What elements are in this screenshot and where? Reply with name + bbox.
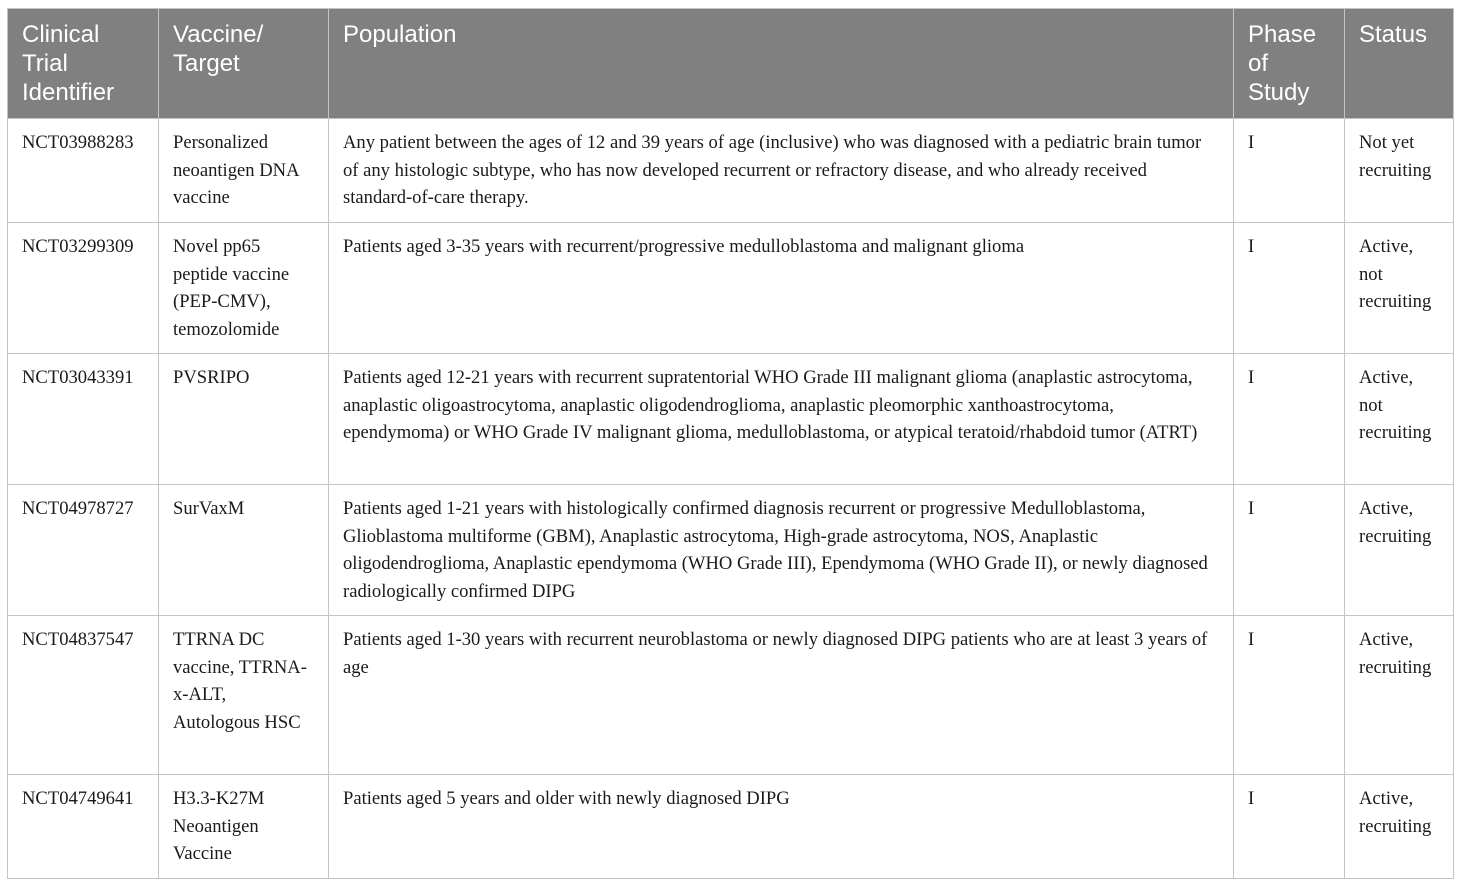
- cell-status: Active, not recruiting: [1345, 354, 1454, 485]
- header-status: Status: [1345, 9, 1454, 119]
- cell-population: Patients aged 1-30 years with recurrent neuroblastoma or newly diagnosed DIPG patients who are at least 3 years of age: [329, 616, 1234, 775]
- cell-vaccine: Novel pp65 peptide vaccine (PEP-CMV), temozolomide: [159, 223, 329, 354]
- cell-phase: I: [1234, 616, 1345, 775]
- table-row: [8, 354, 1454, 485]
- cell-identifier: NCT03988283: [8, 119, 159, 223]
- cell-phase: I: [1234, 223, 1345, 354]
- cell-vaccine: Personalized neoantigen DNA vaccine: [159, 119, 329, 223]
- cell-population: Patients aged 12-21 years with recurrent supratentorial WHO Grade III malignant glioma (anaplastic astrocytoma, anaplastic oligoastrocytoma, anaplastic oligodendroglioma, anaplastic pleomorphic xanthoastrocytoma, ependymoma) or WHO Grade IV malignant glioma, medulloblastoma, or atypical teratoid/rhabdoid tumor (ATRT): [329, 354, 1234, 485]
- cell-identifier: NCT04749641: [8, 775, 159, 879]
- cell-status: Active, recruiting: [1345, 616, 1454, 775]
- clinical-trials-table-container: [7, 8, 1454, 879]
- table-row: [8, 775, 1454, 879]
- cell-status: Active, recruiting: [1345, 485, 1454, 616]
- cell-identifier: NCT04837547: [8, 616, 159, 775]
- cell-population: Patients aged 5 years and older with newly diagnosed DIPG: [329, 775, 1234, 879]
- cell-status: Not yet recruiting: [1345, 119, 1454, 223]
- cell-status: Active, not recruiting: [1345, 223, 1454, 354]
- table-header: [8, 9, 1454, 119]
- cell-vaccine: SurVaxM: [159, 485, 329, 616]
- cell-vaccine: TTRNA DC vaccine, TTRNA-x-ALT, Autologous HSC: [159, 616, 329, 775]
- table-row: [8, 119, 1454, 223]
- cell-identifier: NCT03299309: [8, 223, 159, 354]
- cell-identifier: NCT04978727: [8, 485, 159, 616]
- header-row: [8, 9, 1454, 119]
- table-row: [8, 223, 1454, 354]
- cell-population: Any patient between the ages of 12 and 39 years of age (inclusive) who was diagnosed with a pediatric brain tumor of any histologic subtype, who has now developed recurrent or refractory disease, and who already received standard-of-care therapy.: [329, 119, 1234, 223]
- cell-population: Patients aged 3-35 years with recurrent/progressive medulloblastoma and malignant glioma: [329, 223, 1234, 354]
- cell-phase: I: [1234, 354, 1345, 485]
- cell-phase: I: [1234, 775, 1345, 879]
- clinical-trials-table: [7, 8, 1454, 879]
- cell-population: Patients aged 1-21 years with histologically confirmed diagnosis recurrent or progressive Medulloblastoma, Glioblastoma multiforme (GBM), Anaplastic astrocytoma, High-grade astrocytoma, NOS, Anaplastic oligodendroglioma, Anaplastic ependymoma (WHO Grade III), Ependymoma (WHO Grade II), or newly diagnosed radiologically confirmed DIPG: [329, 485, 1234, 616]
- cell-vaccine: PVSRIPO: [159, 354, 329, 485]
- cell-phase: I: [1234, 485, 1345, 616]
- table-row: [8, 485, 1454, 616]
- table-body: [8, 119, 1454, 879]
- table-row: [8, 616, 1454, 775]
- cell-vaccine: H3.3-K27M Neoantigen Vaccine: [159, 775, 329, 879]
- header-vaccine-target: Vaccine/ Target: [159, 9, 329, 119]
- header-phase-of-study: Phase of Study: [1234, 9, 1345, 119]
- cell-status: Active, recruiting: [1345, 775, 1454, 879]
- header-population: Population: [329, 9, 1234, 119]
- cell-identifier: NCT03043391: [8, 354, 159, 485]
- cell-phase: I: [1234, 119, 1345, 223]
- header-clinical-trial-identifier: Clinical Trial Identifier: [8, 9, 159, 119]
